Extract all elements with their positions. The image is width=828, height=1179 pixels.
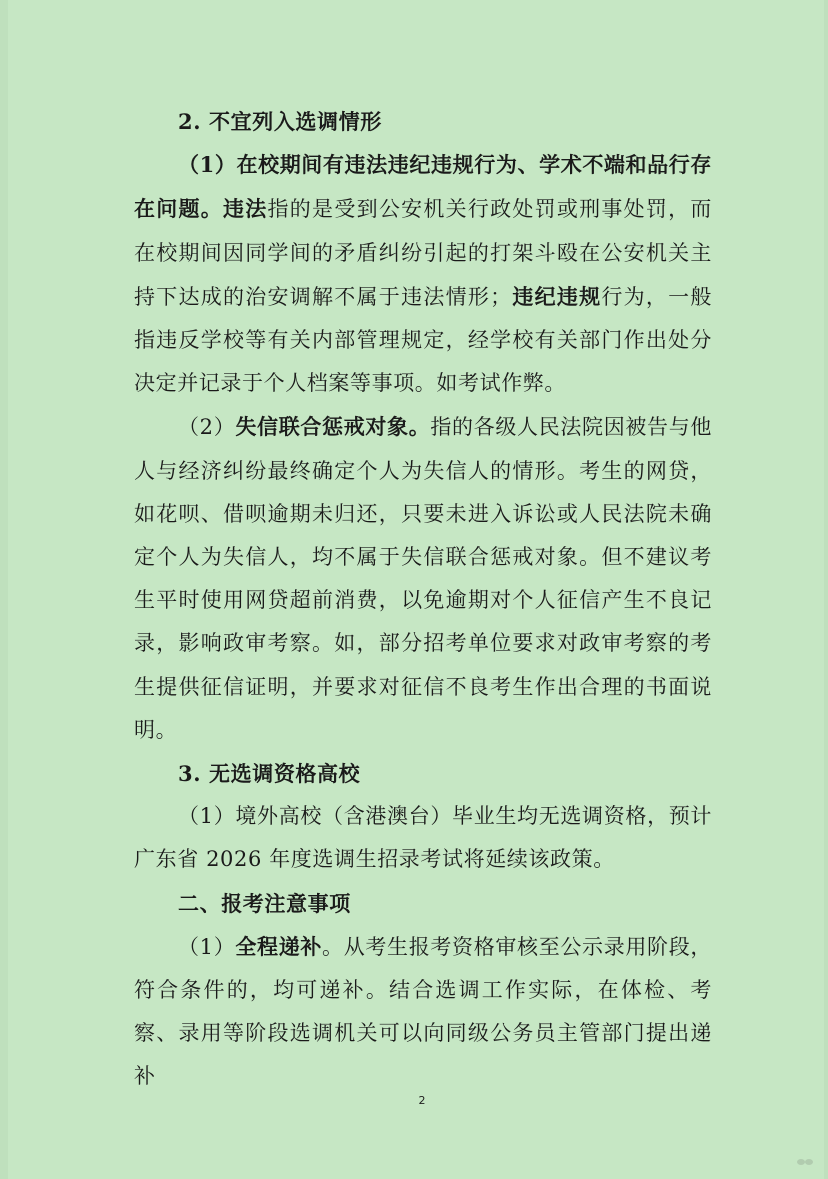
section-heading-notes: 二、报考注意事项 (178, 890, 351, 916)
watermark-icon (796, 1157, 814, 1167)
term-discipline-violation: 违纪违规 (511, 283, 602, 309)
paragraph-text: 。从考生报考资格审核至公示录用阶段，符合条件的，均可递补。结合选调工作实际，在体检、考察、录用等阶段选调机关可以向同级公务员主管部门提出递补 (134, 934, 712, 1089)
term-illegal: 违法 (223, 196, 268, 222)
document-body (134, 100, 712, 1099)
page-number: 2 (418, 1094, 426, 1107)
paragraph-illegal-conduct (134, 143, 712, 405)
paragraph-number: （1） (178, 934, 236, 959)
paragraph-number: （2） (178, 415, 236, 440)
paragraph-text: 指的各级人民法院因被告与他人与经济纠纷最终确定个人为失信人的情形。考生的网贷，如花呗、借呗逾期未归还，只要未进入诉讼或人民法院未确定个人为失信人，均不属于失信联合惩戒对象。但不建议考生平时使用网贷超前消费，以免逾期对个人征信产生不良记录，影响政审考察。如，部分招考单位要求对政审考察的考生提供征信证明，并要求对征信不良考生作出合理的书面说明。 (134, 415, 712, 742)
paragraph-text: 指的是受到公安机关行政处罚或刑事处罚，而在校期间因同学间的矛盾纠纷引起的打架斗殴在公安机关主持下达成的治安调解不属于违法情形； (134, 197, 713, 309)
section-heading-3: 3. 无选调资格高校 (178, 761, 361, 787)
term-full-substitution: 全程递补 (235, 933, 323, 959)
paragraph-dishonest-persons (134, 405, 712, 752)
paragraph-text: 行为，一般指违反学校等有关内部管理规定，经学校有关部门作出处分决定并记录于个人档案等事项。如考试作弊。 (134, 284, 713, 396)
paragraph-overseas-universities: （1）境外高校（含港澳台）毕业生均无选调资格，预计广东省 2026 年度选调生招录考试将延续该政策。 (134, 804, 712, 872)
term-dishonest-persons: 失信联合惩戒对象。 (235, 414, 431, 440)
section-heading-2: 2. 不宜列入选调情形 (178, 109, 382, 134)
paragraph-bold-lead: （1）在校期间有违法违纪违规行为、学术不端和品行存在问题。 (134, 152, 712, 222)
paragraph-full-substitution (134, 925, 712, 1099)
